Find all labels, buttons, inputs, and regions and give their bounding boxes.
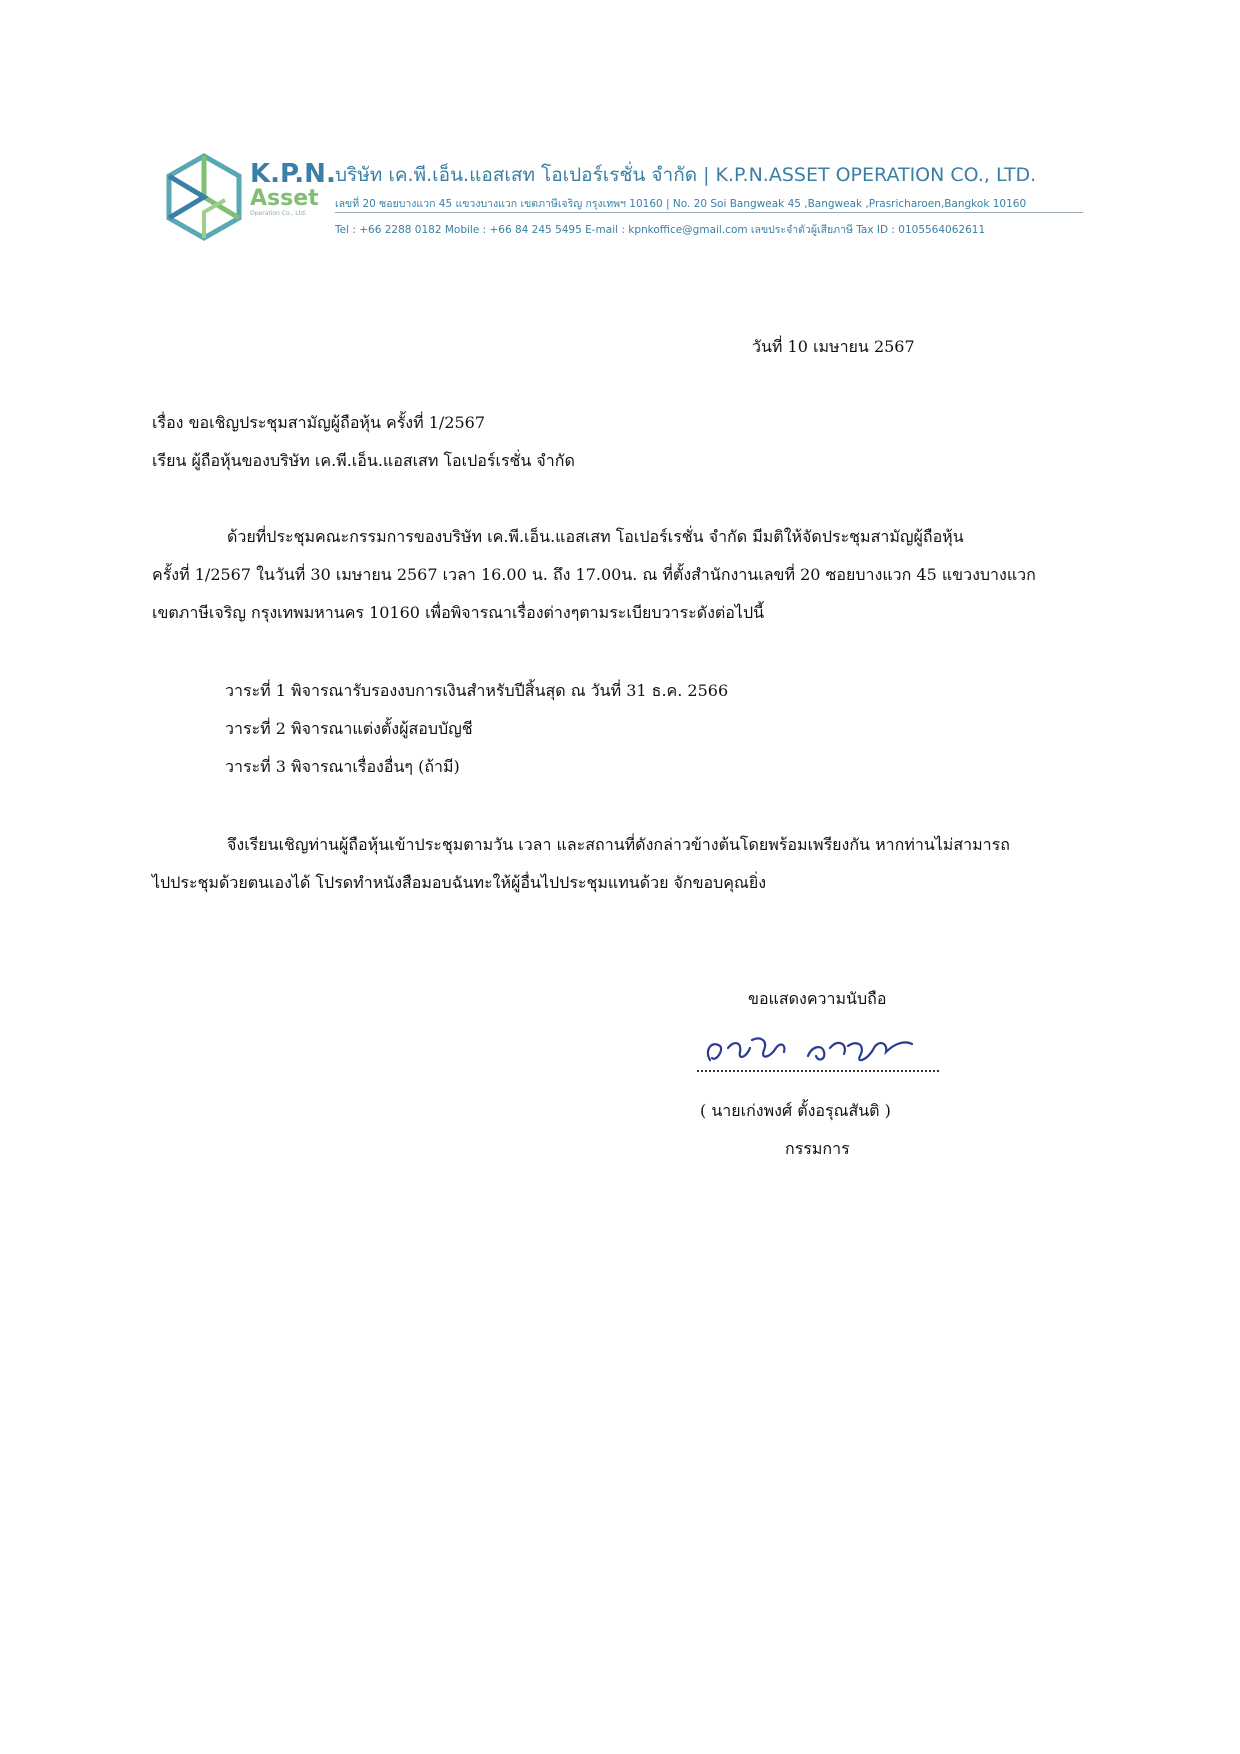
- agenda-item-3: วาระที่ 3 พิจารณาเรื่องอื่นๆ (ถ้ามี): [225, 757, 460, 776]
- body-paragraph-1: [152, 526, 1092, 640]
- company-name: บริษัท เค.พี.เอ็น.แอสเสท โอเปอร์เรชั่น จำกัด | K.P.N.ASSET OPERATION CO., LTD.: [335, 164, 1037, 186]
- signer-name: ( นายเก่งพงศ์ ตั้งอรุณสันติ ): [700, 1101, 891, 1120]
- paragraph-line: ไปประชุมด้วยตนเองได้ โปรดทำหนังสือมอบฉันทะให้ผู้อื่นไปประชุมแทนด้วย จักขอบคุณยิ่ง: [152, 873, 767, 892]
- paragraph-line: เขตภาษีเจริญ กรุงเทพมหานคร 10160 เพื่อพิจารณาเรื่องต่างๆตามระเบียบวาระดังต่อไปนี้: [152, 603, 765, 622]
- letterhead: [165, 150, 1085, 250]
- letter-date: วันที่ 10 เมษายน 2567: [752, 337, 915, 356]
- logo-asset: Asset: [250, 186, 319, 211]
- signature-line: [697, 1070, 939, 1072]
- body-paragraph-2: [152, 834, 1092, 910]
- company-logo-icon: [165, 152, 243, 242]
- agenda-list: [225, 680, 728, 794]
- logo-wordmark: [250, 159, 336, 218]
- paragraph-line: จึงเรียนเชิญท่านผู้ถือหุ้นเข้าประชุมตามวัน เวลา และสถานที่ดังกล่าวข้างต้นโดยพร้อมเพรียงกัน หากท่านไม่สามารถ: [227, 835, 1010, 854]
- logo-kpn: K.P.N.: [250, 159, 336, 189]
- handwritten-signature: [690, 1018, 930, 1078]
- signer-title: กรรมการ: [785, 1139, 850, 1158]
- letterhead-divider: [335, 212, 1083, 213]
- company-address: เลขที่ 20 ซอยบางแวก 45 แขวงบางแวก เขตภาษีเจริญ กรุงเทพฯ 10160 | No. 20 Soi Bangweak 45 ,Bangweak ,Prasricharoen,Bangkok 10160: [335, 198, 1027, 210]
- closing-phrase: ขอแสดงความนับถือ: [748, 989, 887, 1008]
- paragraph-line: ด้วยที่ประชุมคณะกรรมการของบริษัท เค.พี.เอ็น.แอสเสท โอเปอร์เรชั่น จำกัด มีมติให้จัดประชุมสามัญผู้ถือหุ้น: [227, 527, 964, 546]
- agenda-item-2: วาระที่ 2 พิจารณาแต่งตั้งผู้สอบบัญชี: [225, 719, 473, 738]
- letter-salutation: เรียน ผู้ถือหุ้นของบริษัท เค.พี.เอ็น.แอสเสท โอเปอร์เรชั่น จำกัด: [152, 451, 575, 470]
- paragraph-line: ครั้งที่ 1/2567 ในวันที่ 30 เมษายน 2567 เวลา 16.00 น. ถึง 17.00น. ณ ที่ตั้งสำนักงานเลขที่ 20 ซอยบางแวก 45 แขวงบางแวก: [152, 565, 1036, 584]
- agenda-item-1: วาระที่ 1 พิจารณารับรองงบการเงินสำหรับปีสิ้นสุด ณ วันที่ 31 ธ.ค. 2566: [225, 681, 729, 700]
- company-contact: Tel : +66 2288 0182 Mobile : +66 84 245 5495 E-mail : kpnkoffice@gmail.com เลขประจำตัวผู้เสียภาษี Tax ID : 0105564062611: [335, 224, 986, 236]
- letter-subject: เรื่อง ขอเชิญประชุมสามัญผู้ถือหุ้น ครั้งที่ 1/2567: [152, 413, 486, 432]
- logo-tagline: Operation Co., Ltd.: [250, 210, 307, 217]
